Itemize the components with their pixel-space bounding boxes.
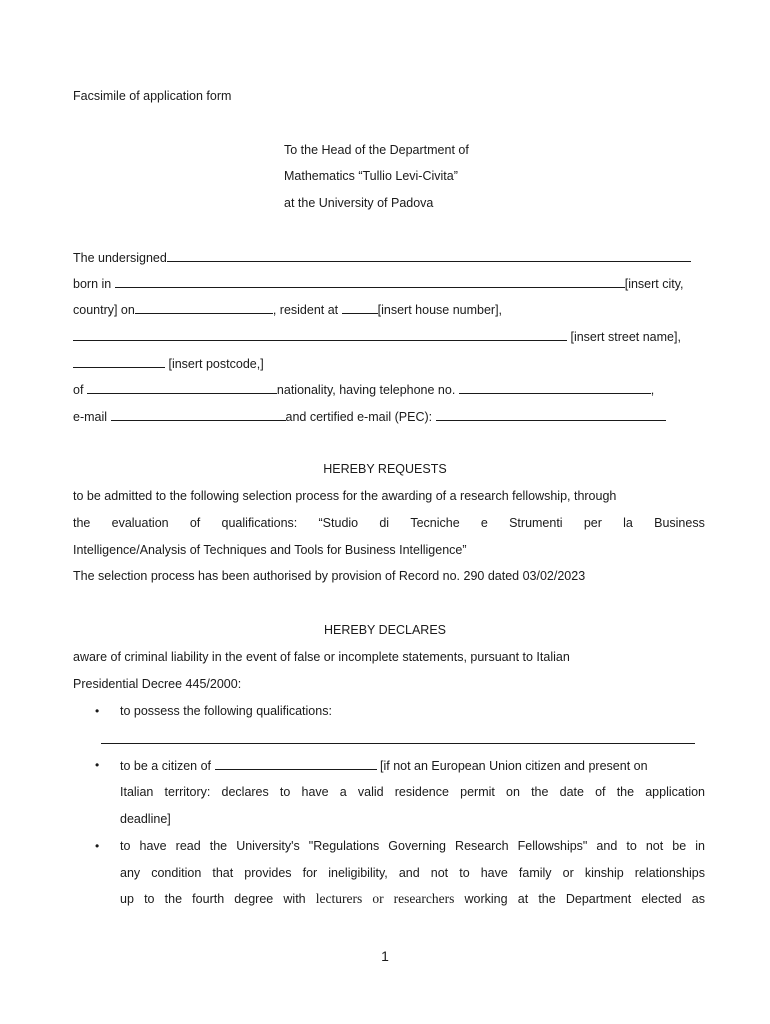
insert-street-label: [insert street name], [567,330,681,344]
house-number-blank[interactable] [342,301,378,314]
bullet-icon: • [95,704,100,718]
pec-label: and certified e-mail (PEC): [285,410,433,424]
citizenship-blank[interactable] [215,757,377,770]
street-line [73,328,681,345]
word: Strumenti [509,516,563,530]
undersigned-line [73,249,691,266]
regulations-text-a: up to the fourth degree with [120,892,316,906]
addressee-line-1: To the Head of the Department of [284,143,469,157]
requests-heading: HEREBY REQUESTS [323,462,447,476]
of-label: of [73,383,84,397]
document-title: Facsimile of application form [73,89,232,103]
regulations-line-3 [120,891,705,907]
nationality-tel-label: nationality, having telephone no. [276,383,456,397]
email-blank[interactable] [111,408,286,421]
requests-line-2 [73,515,705,531]
email-line [73,408,666,425]
telephone-blank[interactable] [459,381,651,394]
postcode-line [73,355,264,372]
requests-line-3: Intelligence/Analysis of Techniques and Tools for Business Intelligence” [73,543,467,557]
declares-heading: HEREBY DECLARES [323,623,447,637]
word: e [480,516,488,530]
word: the [73,516,91,530]
page-number: 1 [381,948,389,964]
undersigned-label: The undersigned [73,251,167,265]
word: qualifications: [221,516,298,530]
birthdate-blank[interactable] [135,301,273,314]
lecturers-text: lecturers or researchers [315,891,455,906]
name-blank[interactable] [167,249,691,262]
insert-postcode-label: [insert postcode,] [165,357,264,371]
regulations-line-1: to have read the University's "Regulations Governing Research Fellowships" and to not be in [120,839,705,853]
declares-line-2: Presidential Decree 445/2000: [73,677,242,691]
insert-city-label: [insert city, [624,277,684,291]
birthplace-blank[interactable] [115,275,625,288]
born-in-line [73,275,684,292]
regulations-line-2: any condition that provides for ineligibility, and not to have family or kinship relationships [120,866,705,880]
word: Business [654,516,705,530]
word: of [189,516,201,530]
citizen-line-1 [120,757,648,774]
nationality-line [73,381,654,398]
qualifications-item: to possess the following qualifications: [120,704,332,718]
citizen-line-3: deadline] [120,812,171,826]
qualifications-blank[interactable] [101,743,695,744]
pec-blank[interactable] [436,408,666,421]
word: di [379,516,390,530]
word: Tecniche [410,516,460,530]
nationality-blank[interactable] [87,381,277,394]
word: per [583,516,602,530]
declares-line-1: aware of criminal liability in the event of false or incomplete statements, pursuant to Italian [73,650,570,664]
insert-house-label: [insert house number], [377,303,503,317]
requests-line-1: to be admitted to the following selection process for the awarding of a research fellowship, through [73,489,617,503]
resident-at-label: , resident at [272,303,339,317]
regulations-text-b: working at the Department elected as [454,892,705,906]
word: evaluation [111,516,169,530]
born-in-label: born in [73,277,112,291]
citizen-label: to be a citizen of [120,759,212,773]
non-eu-note: [if not an European Union citizen and present on [380,759,648,773]
postcode-blank[interactable] [73,355,165,368]
addressee-line-2: Mathematics “Tullio Levi-Civita” [284,169,458,183]
addressee-line-3: at the University of Padova [284,196,434,210]
street-blank[interactable] [73,328,567,341]
requests-line-4: The selection process has been authorised by provision of Record no. 290 dated 03/02/2023 [73,569,586,583]
word: la [623,516,633,530]
email-label: e-mail [73,410,108,424]
citizen-line-2: Italian territory: declares to have a valid residence permit on the date of the application [120,785,705,799]
country-on-label: country] on [73,303,135,317]
bullet-icon: • [95,839,100,853]
comma: , [650,383,655,397]
word: “Studio [318,516,359,530]
bullet-icon: • [95,758,100,772]
country-line [73,301,502,318]
